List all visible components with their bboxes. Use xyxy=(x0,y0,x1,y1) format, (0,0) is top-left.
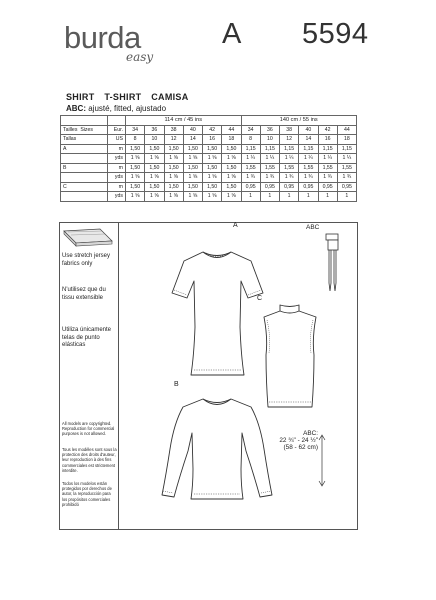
eur-size-cell: 42 xyxy=(203,125,222,135)
fabric-amount-cell: 1 ¼ xyxy=(260,154,279,164)
us-size-cell: 8 xyxy=(126,135,145,145)
eur-size-cell: 36 xyxy=(260,125,279,135)
fabric-amount-cell: 1,15 xyxy=(260,144,279,154)
us-size-cell: 16 xyxy=(318,135,337,145)
fabric-amount-cell: 1 ⅝ xyxy=(203,173,222,183)
fabric-amount-cell: 1 xyxy=(318,192,337,202)
fit-label: ABC: xyxy=(66,104,86,113)
fabric-amount-cell: 1 ¾ xyxy=(280,173,299,183)
fabric-row xyxy=(61,144,357,154)
view-b-longsleeve-drawing xyxy=(162,399,272,499)
fabric-row-view: A xyxy=(61,144,108,154)
zip-label: ABC: xyxy=(303,430,318,437)
eur-size-cell: 42 xyxy=(318,125,337,135)
fabric-amount-cell: 1 ⅝ xyxy=(222,154,241,164)
fabric-amount-cell: 1,55 xyxy=(318,163,337,173)
zip-inches: 22 ¾" - 24 ½" xyxy=(279,437,318,445)
us-size-cell: 14 xyxy=(183,135,202,145)
size-label-fr: Tailles xyxy=(63,126,78,133)
eur-label: Eur. xyxy=(108,125,126,135)
title-tshirt: T-SHIRT xyxy=(104,92,142,102)
fabric-amount-cell: 1,50 xyxy=(126,144,145,154)
note-copyright-fr: Tous les modèles sont sous la protection des droits d'auteur, leur reproduction à des fins commerciales est strictement interdite. xyxy=(62,447,117,473)
fabric-width-1: 114 cm / 45 ins xyxy=(126,116,242,126)
fabric-amount-cell: 1 ¼ xyxy=(280,154,299,164)
fabric-amount-cell: 1,55 xyxy=(260,163,279,173)
fabric-amount-cell: 1 ¾ xyxy=(260,173,279,183)
garment-drawings xyxy=(60,223,357,529)
size-label-es: Tallas xyxy=(61,135,108,145)
fabric-amount-cell: 1 ⅝ xyxy=(183,154,202,164)
fabric-amount-cell: 1 ⅝ xyxy=(126,173,145,183)
eur-size-cell: 44 xyxy=(337,125,356,135)
width-row xyxy=(61,116,357,126)
brand-name: burda xyxy=(64,20,141,55)
fabric-row-view xyxy=(61,192,108,202)
fabric-amount-cell: 1,50 xyxy=(203,182,222,192)
note-copyright-es: Todos los modelos están protegidos por derechos de autor, la reproducción para los propósitos comerciales prohibidó xyxy=(62,481,112,507)
fabric-row-view: C xyxy=(61,182,108,192)
us-size-cell: 16 xyxy=(203,135,222,145)
us-size-cell: 18 xyxy=(337,135,356,145)
eur-size-row xyxy=(61,125,357,135)
fabric-amount-cell: 1 ¼ xyxy=(337,154,356,164)
fit-text: ajusté, fitted, ajustado xyxy=(88,104,167,113)
pattern-number: 5594 xyxy=(302,18,369,50)
fabric-amount-cell: 1 ¾ xyxy=(241,173,260,183)
us-size-cell: 10 xyxy=(260,135,279,145)
garment-titles xyxy=(66,92,196,102)
eur-size-cell: 38 xyxy=(280,125,299,135)
fabric-amount-cell: 1 ⅝ xyxy=(183,173,202,183)
size-label-en: Sizes xyxy=(80,126,93,133)
fabric-amount-cell: 0,95 xyxy=(299,182,318,192)
view-letter: A xyxy=(222,18,242,50)
fabric-amount-cell: 1,50 xyxy=(203,163,222,173)
illustration-panel xyxy=(59,222,358,530)
us-size-row xyxy=(61,135,357,145)
fabric-amount-cell: 1 xyxy=(260,192,279,202)
fabric-amount-cell: 1 xyxy=(280,192,299,202)
fabric-amount-cell: 1 ⅝ xyxy=(203,154,222,164)
fabric-amount-cell: 1,50 xyxy=(164,182,183,192)
fabric-amount-cell: 1 xyxy=(299,192,318,202)
title-shirt: SHIRT xyxy=(66,92,95,102)
fabric-amount-cell: 1,50 xyxy=(145,144,164,154)
fabric-width-2: 140 cm / 55 ins xyxy=(241,116,357,126)
fabric-amount-cell: 1 ⅝ xyxy=(126,154,145,164)
fabric-amount-cell: 1 ¼ xyxy=(241,154,260,164)
fabric-amount-cell: 1 ¾ xyxy=(337,173,356,183)
fabric-amount-cell: 1 ⅝ xyxy=(222,192,241,202)
us-size-cell: 8 xyxy=(241,135,260,145)
fabric-row-unit: yds xyxy=(108,154,126,164)
needle-label: ABC xyxy=(306,224,320,231)
us-size-cell: 12 xyxy=(164,135,183,145)
fabric-row xyxy=(61,173,357,183)
size-label-cell xyxy=(61,125,108,135)
zip-measure-text xyxy=(274,430,318,452)
fabric-amount-cell: 1,55 xyxy=(337,163,356,173)
us-size-cell: 12 xyxy=(280,135,299,145)
fabric-amount-cell: 1 ⅝ xyxy=(164,173,183,183)
fit-description xyxy=(66,104,166,113)
fabric-amount-cell: 1,50 xyxy=(164,144,183,154)
fabric-amount-cell: 1,15 xyxy=(241,144,260,154)
fabric-amount-cell: 1 ⅝ xyxy=(203,192,222,202)
eur-size-cell: 34 xyxy=(241,125,260,135)
us-label: US xyxy=(108,135,126,145)
twin-needle-icon xyxy=(326,234,338,291)
note-stretch-en: Use stretch jersey fabrics only xyxy=(62,253,111,267)
fabric-amount-cell: 1,15 xyxy=(280,144,299,154)
note-copyright-en: All models are copyrighted. Reproduction for commercial purposes is not allowed. xyxy=(62,421,115,437)
eur-size-cell: 40 xyxy=(183,125,202,135)
fabric-amount-cell: 1,50 xyxy=(222,163,241,173)
eur-size-cell: 34 xyxy=(126,125,145,135)
fabric-amount-cell: 1,15 xyxy=(299,144,318,154)
us-size-cell: 18 xyxy=(222,135,241,145)
fabric-row-unit: m xyxy=(108,182,126,192)
zip-cm: (58 - 62 cm) xyxy=(283,444,318,452)
us-size-cell: 14 xyxy=(299,135,318,145)
fabric-amount-cell: 0,95 xyxy=(280,182,299,192)
note-stretch-es: Utiliza únicamente telas de punto elásticas xyxy=(62,327,112,349)
fabric-row-unit: m xyxy=(108,144,126,154)
fabric-row-unit: yds xyxy=(108,173,126,183)
fabric-amount-cell: 1 ¾ xyxy=(318,173,337,183)
fabric-amount-cell: 1 ⅝ xyxy=(222,173,241,183)
us-size-cell: 10 xyxy=(145,135,164,145)
fabric-amount-cell: 1 ⅝ xyxy=(183,192,202,202)
fabric-row xyxy=(61,182,357,192)
view-a-label: A xyxy=(233,222,238,229)
fabric-row-view xyxy=(61,173,108,183)
eur-size-cell: 44 xyxy=(222,125,241,135)
fabric-amount-cell: 1,50 xyxy=(145,182,164,192)
title-camisa: CAMISA xyxy=(151,92,189,102)
view-c-label: C xyxy=(257,295,263,302)
fabric-amount-cell: 1,55 xyxy=(280,163,299,173)
length-measure-arrow xyxy=(319,435,325,486)
fabric-amount-cell: 1 ⅝ xyxy=(126,192,145,202)
fabric-amount-cell: 1 ⅝ xyxy=(145,192,164,202)
fabric-row-unit: yds xyxy=(108,192,126,202)
eur-size-cell: 36 xyxy=(145,125,164,135)
fabric-amount-cell: 0,95 xyxy=(318,182,337,192)
fabric-row xyxy=(61,163,357,173)
fabric-row xyxy=(61,154,357,164)
fabric-amount-cell: 1 ¼ xyxy=(299,154,318,164)
view-b-label: B xyxy=(174,381,179,388)
eur-size-cell: 38 xyxy=(164,125,183,135)
fabric-amount-cell: 1,50 xyxy=(126,163,145,173)
fabric-amount-cell: 1,15 xyxy=(337,144,356,154)
note-stretch-fr: N'utilisez que du tissu extensible xyxy=(62,287,106,301)
fabric-amount-cell: 1 ⅝ xyxy=(164,154,183,164)
fabric-amount-cell: 1,50 xyxy=(222,144,241,154)
fabric-amount-cell: 1 ⅝ xyxy=(145,173,164,183)
fabric-row-view: B xyxy=(61,163,108,173)
fabric-amount-cell: 1,50 xyxy=(203,144,222,154)
fabric-amount-cell: 1,50 xyxy=(145,163,164,173)
fabric-amount-cell: 1,50 xyxy=(183,163,202,173)
fabric-amount-cell: 1,55 xyxy=(299,163,318,173)
view-a-tshirt-drawing xyxy=(172,252,263,375)
fabric-amount-cell: 1,50 xyxy=(183,182,202,192)
fabric-amount-cell: 1,50 xyxy=(222,182,241,192)
fabric-amount-cell: 0,95 xyxy=(260,182,279,192)
view-c-tank-drawing xyxy=(264,305,316,407)
brand-sub-name: easy xyxy=(126,50,154,64)
fabric-amount-cell: 1,15 xyxy=(318,144,337,154)
fabric-amount-cell: 1,50 xyxy=(126,182,145,192)
fabric-amount-cell: 0,95 xyxy=(337,182,356,192)
fabric-amount-cell: 1,50 xyxy=(164,163,183,173)
fabric-amount-cell: 1 ¼ xyxy=(318,154,337,164)
fabric-amount-cell: 0,95 xyxy=(241,182,260,192)
eur-size-cell: 40 xyxy=(299,125,318,135)
burda-logo xyxy=(64,20,154,64)
fabric-amount-cell: 1,50 xyxy=(183,144,202,154)
fabric-amount-cell: 1 ¾ xyxy=(299,173,318,183)
fabric-amount-cell: 1 ⅝ xyxy=(164,192,183,202)
fabric-requirements-table xyxy=(60,115,357,202)
fabric-amount-cell: 1 ⅝ xyxy=(145,154,164,164)
fabric-row-unit: m xyxy=(108,163,126,173)
fabric-amount-cell: 1 xyxy=(337,192,356,202)
fabric-amount-cell: 1,55 xyxy=(241,163,260,173)
fabric-row-view xyxy=(61,154,108,164)
fabric-amount-cell: 1 xyxy=(241,192,260,202)
fabric-row xyxy=(61,192,357,202)
